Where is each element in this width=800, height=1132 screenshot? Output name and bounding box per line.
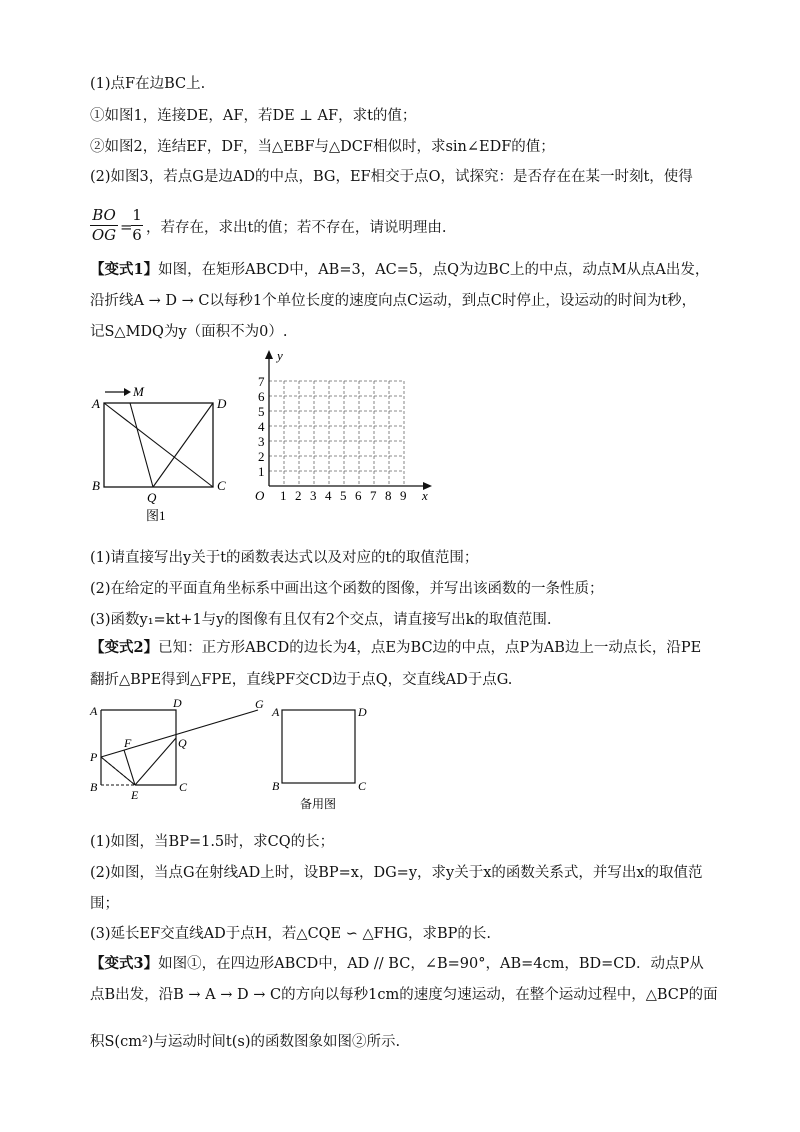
figure-2-square xyxy=(88,695,274,805)
figure-1-rectangle xyxy=(88,378,236,528)
x-tick-label: 3 xyxy=(310,488,317,503)
x-tick-label: 2 xyxy=(295,488,302,503)
label-p: P xyxy=(90,750,98,764)
label-b: B xyxy=(90,780,98,794)
text-line: (2)在给定的平面直角坐标系中画出这个函数的图像，并写出该函数的一条性质； xyxy=(90,581,604,597)
variant-tag: 【变式3】 xyxy=(90,955,159,972)
x-tick-label: 6 xyxy=(355,488,362,503)
label-q: Q xyxy=(147,490,157,505)
label-c: C xyxy=(358,779,367,793)
label-e: E xyxy=(131,788,139,802)
text-line: (3)函数y₁=kt+1与y的图像有且仅有2个交点，请直接写出k的取值范围. xyxy=(90,612,552,628)
text-line: (3)延长EF交直线AD于点H，若△CQE ∽ △FHG，求BP的长. xyxy=(90,926,491,942)
text-line: ②如图2，连结EF，DF，当△EBF与△DCF相似时，求sin∠EDF的值； xyxy=(90,139,555,155)
label-b: B xyxy=(92,478,100,493)
text-line: ①如图1，连接DE，AF，若DE ⊥ AF，求t的值； xyxy=(90,108,417,124)
fraction-denominator: OG xyxy=(91,226,117,244)
label-a: A xyxy=(272,705,280,719)
x-tick-label: 1 xyxy=(280,488,287,503)
x-tick-label: 5 xyxy=(340,488,347,503)
text-line: (1)如图，当BP=1.5时，求CQ的长； xyxy=(90,834,335,850)
label-d: D xyxy=(217,396,227,411)
text-span: 已知：正方形ABCD的边长为4，点E为BC边的中点，点P为AB边上一动点长，沿PE xyxy=(158,640,702,656)
variant-tag: 【变式2】 xyxy=(90,639,159,656)
y-tick-label: 7 xyxy=(258,374,265,389)
label-q: Q xyxy=(178,736,187,750)
text-line: 围； xyxy=(90,896,119,912)
x-tick-label: 9 xyxy=(400,488,407,503)
x-tick-label: 4 xyxy=(325,488,332,503)
label-c: C xyxy=(217,478,226,493)
text-span: 如图①，在四边形ABCD中，AD // BC，∠B=90°，AB=4cm，BD=CD．动点P从 xyxy=(158,956,704,972)
fraction-one-sixth xyxy=(131,206,143,244)
fraction-numerator: 1 xyxy=(132,206,142,224)
variant-3-line xyxy=(90,954,704,974)
variant-2-line xyxy=(90,638,701,658)
label-a: A xyxy=(90,704,98,718)
figure-caption: 图1 xyxy=(146,508,166,523)
text-line: 点B出发，沿B → A → D → C的方向以每秒1cm的速度匀速运动，在整个运动过程中，△BCP的面 xyxy=(90,987,718,1003)
text-line: ，若存在，求出t的值；若不存在，请说明理由. xyxy=(146,220,447,236)
variant-tag: 【变式1】 xyxy=(90,261,159,278)
x-axis-label: x xyxy=(422,488,428,503)
y-tick-label: 1 xyxy=(258,464,265,479)
y-tick-label: 6 xyxy=(258,389,265,404)
y-tick-label: 2 xyxy=(258,449,265,464)
fraction-denominator: 6 xyxy=(132,226,142,244)
y-axis-label: y xyxy=(277,348,283,363)
text-line: 翻折△BPE得到△FPE，直线PF交CD边于点Q，交直线AD于点G. xyxy=(90,672,513,688)
equals-sign: = xyxy=(120,218,133,236)
x-tick-label: 8 xyxy=(385,488,392,503)
label-b: B xyxy=(272,779,280,793)
figure-caption: 备用图 xyxy=(300,797,337,811)
label-f: F xyxy=(124,736,132,750)
figure-3-spare-square xyxy=(270,700,380,815)
label-a: A xyxy=(92,396,100,411)
label-m: M xyxy=(133,384,144,399)
text-line: (1)点F在边BC上. xyxy=(90,76,206,92)
label-c: C xyxy=(179,780,188,794)
fraction-bo-og xyxy=(90,206,118,244)
label-g: G xyxy=(255,697,264,711)
y-tick-label: 3 xyxy=(258,434,265,449)
label-d: D xyxy=(173,696,182,710)
text-span: 如图，在矩形ABCD中，AB=3，AC=5，点Q为边BC上的中点，动点M从点A出发， xyxy=(158,262,710,278)
text-line: (2)如图，当点G在射线AD上时，设BP=x，DG=y，求y关于x的函数关系式，并写出x的取值范 xyxy=(90,865,703,881)
x-tick-label: 7 xyxy=(370,488,377,503)
variant-1-line xyxy=(90,260,709,280)
fraction-numerator: BO xyxy=(90,206,118,226)
label-d: D xyxy=(358,705,367,719)
coordinate-grid xyxy=(246,346,442,508)
y-tick-label: 5 xyxy=(258,404,265,419)
y-tick-label: 4 xyxy=(258,419,265,434)
text-line: 沿折线A → D → C以每秒1个单位长度的速度向点C运动，到点C时停止，设运动的时间为t秒， xyxy=(90,293,697,309)
text-line: 积S(cm²)与运动时间t(s)的函数图象如图②所示. xyxy=(90,1034,401,1050)
origin-label: O xyxy=(255,488,265,503)
text-line: (2)如图3，若点G是边AD的中点，BG，EF相交于点O，试探究：是否存在在某一时刻t，使得 xyxy=(90,169,693,185)
text-line: 记S△MDQ为y（面积不为0）. xyxy=(90,324,288,340)
text-line: (1)请直接写出y关于t的函数表达式以及对应的t的取值范围； xyxy=(90,550,479,566)
